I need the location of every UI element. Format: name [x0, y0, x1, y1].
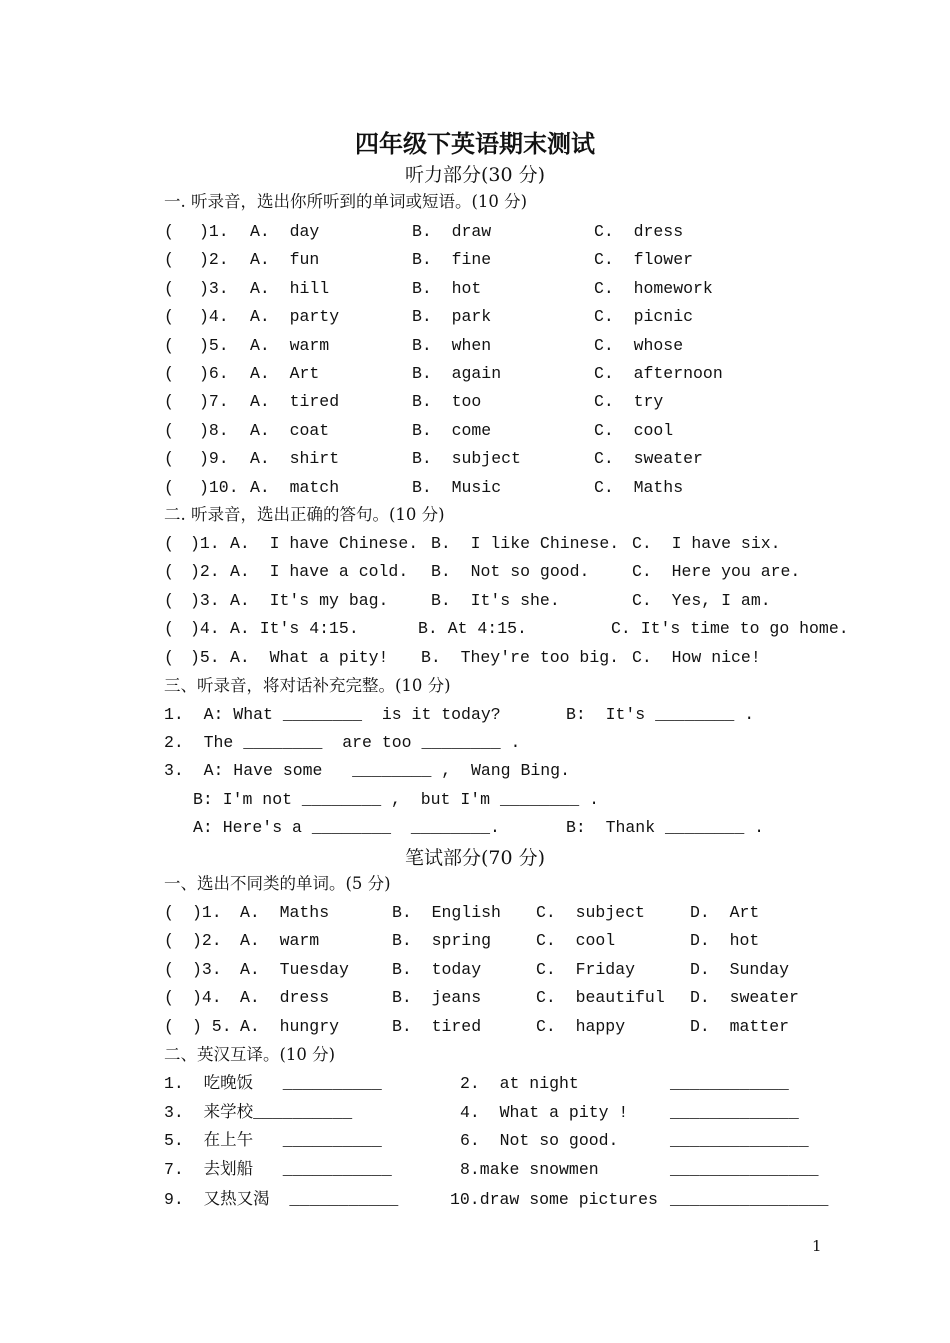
option-b: B. park: [412, 307, 492, 327]
answer-paren: (: [164, 1016, 174, 1036]
option-b: B. spring: [392, 931, 492, 951]
question-number: )2.: [190, 562, 220, 582]
option-b: B. come: [412, 420, 492, 440]
writing-s1-heading: 一、选出不同类的单词。(5 分): [164, 874, 391, 893]
option-b: B. draw: [412, 222, 492, 241]
option-a: A. fun: [250, 250, 320, 270]
option-a: A. shirt: [250, 449, 340, 469]
option-c: C. Yes, I am.: [632, 590, 771, 610]
answer-blank: ____________: [670, 1074, 789, 1093]
question-number: )1.: [190, 534, 220, 553]
option-b: B. too: [412, 392, 482, 412]
option-c: C. whose: [594, 335, 684, 355]
option-c: C. cool: [536, 931, 616, 951]
option-a: A. hill: [250, 278, 330, 298]
question-number: )5.: [190, 647, 220, 667]
option-a: A. It's my bag.: [230, 590, 389, 610]
option-c: C. How nice!: [632, 647, 761, 667]
dialog-line: 3. A: Have some ________ , Wang Bing.: [164, 761, 570, 780]
writing-heading: 笔试部分(70 分): [404, 847, 546, 869]
dialog-line: B: It's ________ .: [566, 705, 755, 724]
option-c: C. happy: [536, 1016, 626, 1036]
translation-item: 2. at night: [460, 1074, 579, 1093]
writing-s2-heading: 二、英汉互译。(10 分): [164, 1045, 336, 1064]
translation-item: 6. Not so good.: [460, 1131, 619, 1151]
question-number: )6.: [199, 364, 229, 383]
option-c: C. flower: [594, 250, 694, 270]
option-b: B. again: [412, 364, 502, 383]
option-a: A. What a pity!: [230, 647, 389, 667]
question-number: )3.: [192, 959, 222, 979]
answer-paren: (: [164, 590, 174, 610]
translation-item: 7. 去划船 ___________: [164, 1159, 392, 1179]
option-b: B. At 4:15.: [418, 619, 527, 639]
listening-heading: 听力部分(30 分): [404, 164, 546, 186]
answer-paren: (: [164, 988, 174, 1008]
option-b: B. English: [392, 903, 501, 922]
option-b: B. It's she.: [431, 590, 560, 610]
option-b: B. when: [412, 335, 492, 355]
option-c: C. It's time to go home.: [611, 619, 849, 639]
answer-paren: (: [164, 562, 174, 582]
option-d: D. sweater: [690, 988, 799, 1008]
listening-s3-heading: 三、听录音，将对话补充完整。(10 分): [164, 676, 451, 695]
option-b: B. Not so good.: [431, 562, 590, 582]
answer-paren: (: [164, 477, 174, 497]
dialog-line: B: Thank ________ .: [566, 818, 765, 837]
question-number: )1.: [192, 903, 222, 922]
option-a: A. hungry: [240, 1016, 340, 1036]
question-number: )3.: [199, 278, 229, 298]
option-c: C. cool: [594, 420, 674, 440]
answer-paren: (: [164, 222, 174, 241]
translation-item: 1. 吃晚饭 __________: [164, 1074, 382, 1093]
translation-item: 4. What a pity !: [460, 1102, 629, 1122]
option-c: C. picnic: [594, 307, 694, 327]
listening-s1-heading: 一. 听录音，选出你所听到的单词或短语。(10 分): [164, 192, 528, 211]
answer-blank: ______________: [670, 1131, 809, 1151]
answer-paren: (: [164, 959, 174, 979]
translation-item: 3. 来学校__________: [164, 1102, 353, 1122]
question-number: )9.: [199, 449, 229, 469]
page-title: 四年级下英语期末测试: [355, 129, 595, 158]
question-number: )3.: [190, 590, 220, 610]
option-c: C. sweater: [594, 449, 703, 469]
option-a: A. warm: [240, 931, 320, 951]
option-a: A. I have a cold.: [230, 562, 409, 582]
option-c: C. subject: [536, 903, 645, 922]
answer-paren: (: [164, 364, 174, 383]
option-b: B. They're too big.: [421, 647, 620, 667]
dialog-line: B: I'm not ________ , but I'm ________ .: [193, 790, 599, 809]
option-c: C. Friday: [536, 959, 636, 979]
option-a: A. Art: [250, 364, 320, 383]
answer-paren: (: [164, 534, 174, 553]
answer-blank: ________________: [670, 1190, 829, 1210]
option-a: A. tired: [250, 392, 340, 412]
option-a: A. day: [250, 222, 320, 241]
question-number: )8.: [199, 420, 229, 440]
question-number: )4.: [190, 619, 220, 639]
dialog-line: A: Here's a ________ ________.: [193, 818, 500, 837]
option-b: B. tired: [392, 1016, 482, 1036]
answer-blank: _______________: [670, 1159, 819, 1179]
answer-paren: (: [164, 392, 174, 412]
option-b: B. jeans: [392, 988, 482, 1008]
question-number: )2.: [192, 931, 222, 951]
dialog-line: 1. A: What ________ is it today?: [164, 705, 501, 724]
option-d: D. matter: [690, 1016, 790, 1036]
option-a: A. coat: [250, 420, 330, 440]
option-a: A. warm: [250, 335, 330, 355]
question-number: )1.: [199, 222, 229, 241]
option-d: D. hot: [690, 931, 760, 951]
option-a: A. Tuesday: [240, 959, 349, 979]
answer-paren: (: [164, 420, 174, 440]
answer-paren: (: [164, 619, 174, 639]
option-d: D. Art: [690, 903, 760, 922]
option-a: A. Maths: [240, 903, 330, 922]
option-c: C. beautiful: [536, 988, 665, 1008]
answer-paren: (: [164, 278, 174, 298]
question-number: )2.: [199, 250, 229, 270]
option-c: C. Here you are.: [632, 562, 801, 582]
answer-paren: (: [164, 903, 174, 922]
listening-s2-heading: 二. 听录音，选出正确的答句。(10 分): [164, 505, 445, 524]
option-c: C. afternoon: [594, 364, 723, 383]
answer-paren: (: [164, 647, 174, 667]
page-number: 1: [812, 1237, 822, 1255]
option-a: A. dress: [240, 988, 330, 1008]
dialog-line: 2. The ________ are too ________ .: [164, 733, 521, 752]
option-a: A. I have Chinese.: [230, 534, 419, 553]
question-number: ) 5.: [192, 1016, 232, 1036]
question-number: )7.: [199, 392, 229, 412]
option-a: A. match: [250, 477, 340, 497]
option-a: A. It's 4:15.: [230, 619, 359, 639]
option-b: B. subject: [412, 449, 521, 469]
option-c: C. homework: [594, 278, 713, 298]
answer-paren: (: [164, 307, 174, 327]
translation-item: 10.draw some pictures: [450, 1190, 658, 1210]
question-number: )4.: [192, 988, 222, 1008]
option-b: B. fine: [412, 250, 492, 270]
option-b: B. hot: [412, 278, 482, 298]
option-d: D. Sunday: [690, 959, 790, 979]
answer-paren: (: [164, 931, 174, 951]
option-b: B. today: [392, 959, 482, 979]
answer-paren: (: [164, 250, 174, 270]
option-a: A. party: [250, 307, 340, 327]
question-number: )4.: [199, 307, 229, 327]
answer-paren: (: [164, 449, 174, 469]
translation-item: 9. 又热又渴 ___________: [164, 1190, 399, 1210]
option-c: C. I have six.: [632, 534, 781, 553]
translation-item: 8.make snowmen: [460, 1159, 599, 1179]
option-b: B. I like Chinese.: [431, 534, 620, 553]
option-c: C. try: [594, 392, 664, 412]
translation-item: 5. 在上午 __________: [164, 1131, 382, 1151]
option-b: B. Music: [412, 477, 502, 497]
answer-blank: _____________: [670, 1102, 799, 1122]
option-c: C. dress: [594, 222, 684, 241]
answer-paren: (: [164, 335, 174, 355]
option-c: C. Maths: [594, 477, 684, 497]
question-number: )10.: [199, 477, 239, 497]
question-number: )5.: [199, 335, 229, 355]
